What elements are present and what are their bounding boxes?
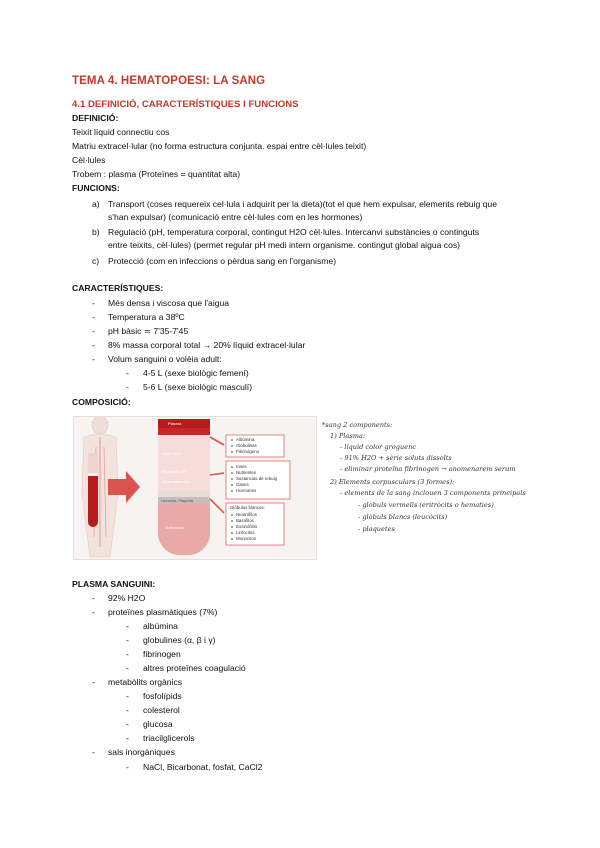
plasma-subitem: NaCl, Bicarbonat, fosfat, CaCl2 (143, 762, 263, 772)
caracteristica-item: Volum sanguini o volèia adult: (108, 354, 222, 364)
plasma-subitem: colesterol (143, 705, 180, 715)
handwritten-note: 1) Plasma: (330, 432, 366, 440)
diagram-label: Neutrófilos (236, 512, 257, 517)
bullet-dash: - (126, 719, 129, 729)
bullet-dash: - (92, 298, 95, 308)
bullet-dash: - (126, 733, 129, 743)
bullet-dash: - (92, 312, 95, 322)
tube-label: Agua 91% (162, 451, 181, 456)
handwritten-note: - glòbuls vermells (eritròcits o hematies) (358, 501, 494, 509)
diagram-label: Hormones (236, 488, 257, 493)
document-title: TEMA 4. HEMATOPOESI: LA SANG (72, 75, 266, 87)
bullet-dash: - (126, 621, 129, 631)
funcio-line: Protecció (com en infeccions o pèrdua sang en l'organisme) (108, 256, 337, 266)
bullet-dash: - (126, 705, 129, 715)
definicio-line: Teixit líquid connectiu cos (72, 127, 170, 137)
tube-label: Otros solutos 2% (162, 480, 190, 484)
section-title: 4.1 DEFINICIÓ, CARACTERÍSTIQUES I FUNCIONS (72, 99, 299, 110)
bullet-dash: - (126, 762, 129, 772)
diagram-label: Fibrinógeno (236, 449, 260, 454)
diagram-label: Gases (236, 482, 249, 487)
plasma-subitem: glucosa (143, 719, 173, 729)
tube-label: Proteínas 7% (162, 469, 187, 474)
caracteristica-item: Més densa i viscosa que l'aigua (108, 298, 230, 308)
bullet-dash: - (126, 368, 129, 378)
bullet-dash: - (92, 326, 95, 336)
bullet-dash: - (126, 649, 129, 659)
diagram-label: Monocitos (236, 536, 257, 541)
blood-composition-diagram (73, 416, 317, 560)
handwritten-note: - plaquetes (358, 525, 395, 533)
diagram-label: Iones (236, 464, 247, 469)
diagram-label: Linfocitos (236, 530, 255, 535)
diagram-label: Globulinas (236, 443, 257, 448)
diagram-label: Albúmina (236, 437, 255, 442)
plasma-subitem: fosfolípids (143, 691, 182, 701)
plasma-subitem: triacilglicerols (143, 733, 195, 743)
bullet-dash: - (92, 340, 95, 350)
bullet-dash: - (92, 593, 95, 603)
diagram-label: Eosinófilos (236, 524, 258, 529)
funcio-marker: c) (92, 256, 100, 266)
bullet-dash: - (126, 691, 129, 701)
caracteristica-subitem: 4-5 L (sexe biològic femení) (143, 368, 249, 378)
caracteristica-item: 8% massa corporal total → 20% líquid extracel·lular (108, 340, 306, 350)
diagram-label: Basófilos (236, 518, 254, 523)
caracteristica-item: Temperatura a 38ºC (108, 312, 185, 322)
connector-arrows (210, 437, 224, 513)
funcio-line: entre teixits, cèl·lules) (permet regular pH medi intern organisme. contingut global aigua cos) (108, 240, 461, 250)
large-test-tube-icon (158, 419, 210, 555)
funcio-marker: a) (92, 199, 100, 209)
funcio-marker: b) (92, 227, 100, 237)
diagram-label: Glóbulos blancos: (230, 505, 265, 510)
plasma-item: proteïnes plasmàtiques (7%) (108, 607, 218, 617)
handwritten-note: - 91% H2O + sèrie soluts dissolts (340, 454, 452, 462)
definicio-line: Matriu extracel·lular (no forma estructura conjunta. espai entre cèl·lules teixit) (72, 141, 367, 151)
handwritten-note: - glòbuls blancs (leucòcits) (358, 513, 448, 521)
caracteristica-item: pH bàsic ≃ 7'35-7'45 (108, 326, 189, 336)
plasma-subitem: albúmina (143, 621, 178, 631)
handwritten-note: - elements de la sang inclouen 3 components principals (340, 489, 526, 497)
caracteristica-subitem: 5-6 L (sexe biològic masculí) (143, 382, 253, 392)
bullet-dash: - (92, 354, 95, 364)
bullet-dash: - (126, 635, 129, 645)
handwritten-note: - líquid color groguenc (340, 443, 417, 451)
bullet-dash: - (92, 677, 95, 687)
plasma-subitem: fibrinogen (143, 649, 181, 659)
funcions-heading: FUNCIONS: (72, 183, 120, 193)
bullet-dash: - (92, 607, 95, 617)
definicio-line: Trobem : plasma (Proteïnes = quantitat alta) (72, 169, 241, 179)
caracteristiques-heading: CARACTERÍSTIQUES: (72, 283, 164, 293)
definicio-line: Cèl·lules (72, 155, 106, 165)
diagram-label: Nutrientes (236, 470, 257, 475)
plasma-subitem: altres proteïnes coagulació (143, 663, 246, 673)
diagram-label: Sustancias de rebuig (236, 476, 278, 481)
tube-label: Plasma (168, 421, 182, 426)
funcio-line: Regulació (pH, temperatura corporal, contingut H2O cèl·lules. Intercanvi substàncies o continguts (108, 227, 480, 237)
plasma-item: metabòlits orgànics (108, 677, 183, 687)
bullet-dash: - (126, 382, 129, 392)
composition-svg (74, 417, 316, 559)
plasma-heading: PLASMA SANGUINI: (72, 579, 156, 589)
plasma-item: sals inorgàniques (108, 747, 175, 757)
composicio-heading: COMPOSICIÓ: (72, 397, 131, 407)
tube-label: Eritrocitos (166, 525, 184, 530)
funcio-line: Transport (coses requereix cel·lula i adquirit per la dieta)(tot el que hem expulsar, elements rebuig que (108, 199, 497, 209)
handwritten-note: - eliminar proteïna fibrinogen → anomenarem serum (340, 465, 516, 473)
small-test-tube-icon (88, 453, 98, 527)
definicio-heading: DEFINICIÓ: (72, 113, 119, 123)
handwritten-note: 2) Elements corpusculars (3 formes): (330, 478, 455, 486)
bullet-dash: - (126, 663, 129, 673)
plasma-subitem: globulines (α, β i γ) (143, 635, 216, 645)
handwritten-note: *sang 2 components: (322, 421, 393, 429)
bullet-dash: - (92, 747, 95, 757)
tube-label: Leucocitos / Plaquetas (161, 499, 194, 503)
funcio-line: s'han expulsar) (comunicació entre cèl·lules com en les hormones) (108, 212, 363, 222)
plasma-item: 92% H2O (108, 593, 146, 603)
